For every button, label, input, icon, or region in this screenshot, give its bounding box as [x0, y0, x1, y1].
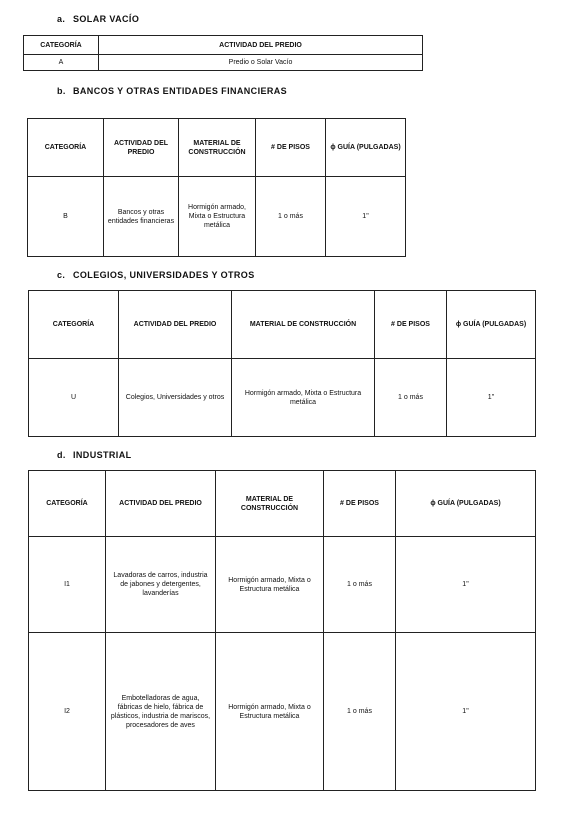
table-header-row	[24, 36, 423, 55]
cell-material: Hormigón armado, Mixta o Estructura metálica	[216, 633, 324, 791]
table-industrial	[28, 470, 536, 791]
table-row	[28, 177, 406, 257]
header-material: MATERIAL DE CONSTRUCCIÓN	[179, 119, 256, 177]
section-a-title: SOLAR VACÍO	[73, 14, 140, 24]
section-a-heading	[57, 14, 139, 24]
header-actividad: ACTIVIDAD DEL PREDIO	[119, 291, 232, 359]
table-bancos	[27, 118, 406, 257]
header-material: MATERIAL DE CONSTRUCCIÓN	[216, 471, 324, 537]
header-categoria: CATEGORÍA	[29, 291, 119, 359]
header-guia: ϕ GUÍA (PULGADAS)	[447, 291, 536, 359]
table-row	[29, 537, 536, 633]
section-c-heading	[57, 270, 255, 280]
cell-pisos: 1 o más	[324, 633, 396, 791]
cell-guia: 1"	[447, 359, 536, 437]
header-material: MATERIAL DE CONSTRUCCIÓN	[232, 291, 375, 359]
cell-actividad: Lavadoras de carros, industria de jabones y detergentes, lavanderías	[106, 537, 216, 633]
table-header-row	[28, 119, 406, 177]
section-b-heading	[57, 86, 287, 96]
header-actividad: ACTIVIDAD DEL PREDIO	[106, 471, 216, 537]
cell-material: Hormigón armado, Mixta o Estructura metálica	[179, 177, 256, 257]
table-row	[29, 359, 536, 437]
section-d-letter: d.	[57, 450, 66, 460]
cell-actividad: Colegios, Universidades y otros	[119, 359, 232, 437]
cell-actividad: Predio o Solar Vacío	[99, 55, 423, 71]
cell-categoria: U	[29, 359, 119, 437]
cell-actividad: Bancos y otras entidades financieras	[104, 177, 179, 257]
section-c-title: COLEGIOS, UNIVERSIDADES Y OTROS	[73, 270, 255, 280]
header-guia: ϕ GUÍA (PULGADAS)	[396, 471, 536, 537]
header-categoria: CATEGORÍA	[29, 471, 106, 537]
cell-categoria: I2	[29, 633, 106, 791]
cell-material: Hormigón armado, Mixta o Estructura metálica	[216, 537, 324, 633]
cell-pisos: 1 o más	[256, 177, 326, 257]
section-b-title: BANCOS Y OTRAS ENTIDADES FINANCIERAS	[73, 86, 288, 96]
cell-material: Hormigón armado, Mixta o Estructura metálica	[232, 359, 375, 437]
table-header-row	[29, 291, 536, 359]
section-b-letter: b.	[57, 86, 66, 96]
cell-guia: 1"	[396, 633, 536, 791]
cell-categoria: B	[28, 177, 104, 257]
cell-categoria: A	[24, 55, 99, 71]
header-categoria: CATEGORÍA	[28, 119, 104, 177]
cell-pisos: 1 o más	[324, 537, 396, 633]
cell-guia: 1"	[396, 537, 536, 633]
header-guia: ϕ GUÍA (PULGADAS)	[326, 119, 406, 177]
header-categoria: CATEGORÍA	[24, 36, 99, 55]
section-a-letter: a.	[57, 14, 66, 24]
table-solar-vacio	[23, 35, 423, 71]
header-actividad: ACTIVIDAD DEL PREDIO	[104, 119, 179, 177]
section-d-title: INDUSTRIAL	[73, 450, 132, 460]
cell-guia: 1"	[326, 177, 406, 257]
table-row	[24, 55, 423, 71]
table-colegios	[28, 290, 536, 437]
header-actividad: ACTIVIDAD DEL PREDIO	[99, 36, 423, 55]
cell-pisos: 1 o más	[375, 359, 447, 437]
cell-actividad: Embotelladoras de agua, fábricas de hielo, fábrica de plásticos, industria de mariscos, procesadores de aves	[106, 633, 216, 791]
section-d-heading	[57, 450, 132, 460]
table-header-row	[29, 471, 536, 537]
table-row	[29, 633, 536, 791]
header-pisos: # DE PISOS	[256, 119, 326, 177]
header-pisos: # DE PISOS	[324, 471, 396, 537]
header-pisos: # DE PISOS	[375, 291, 447, 359]
section-c-letter: c.	[57, 270, 66, 280]
cell-categoria: I1	[29, 537, 106, 633]
